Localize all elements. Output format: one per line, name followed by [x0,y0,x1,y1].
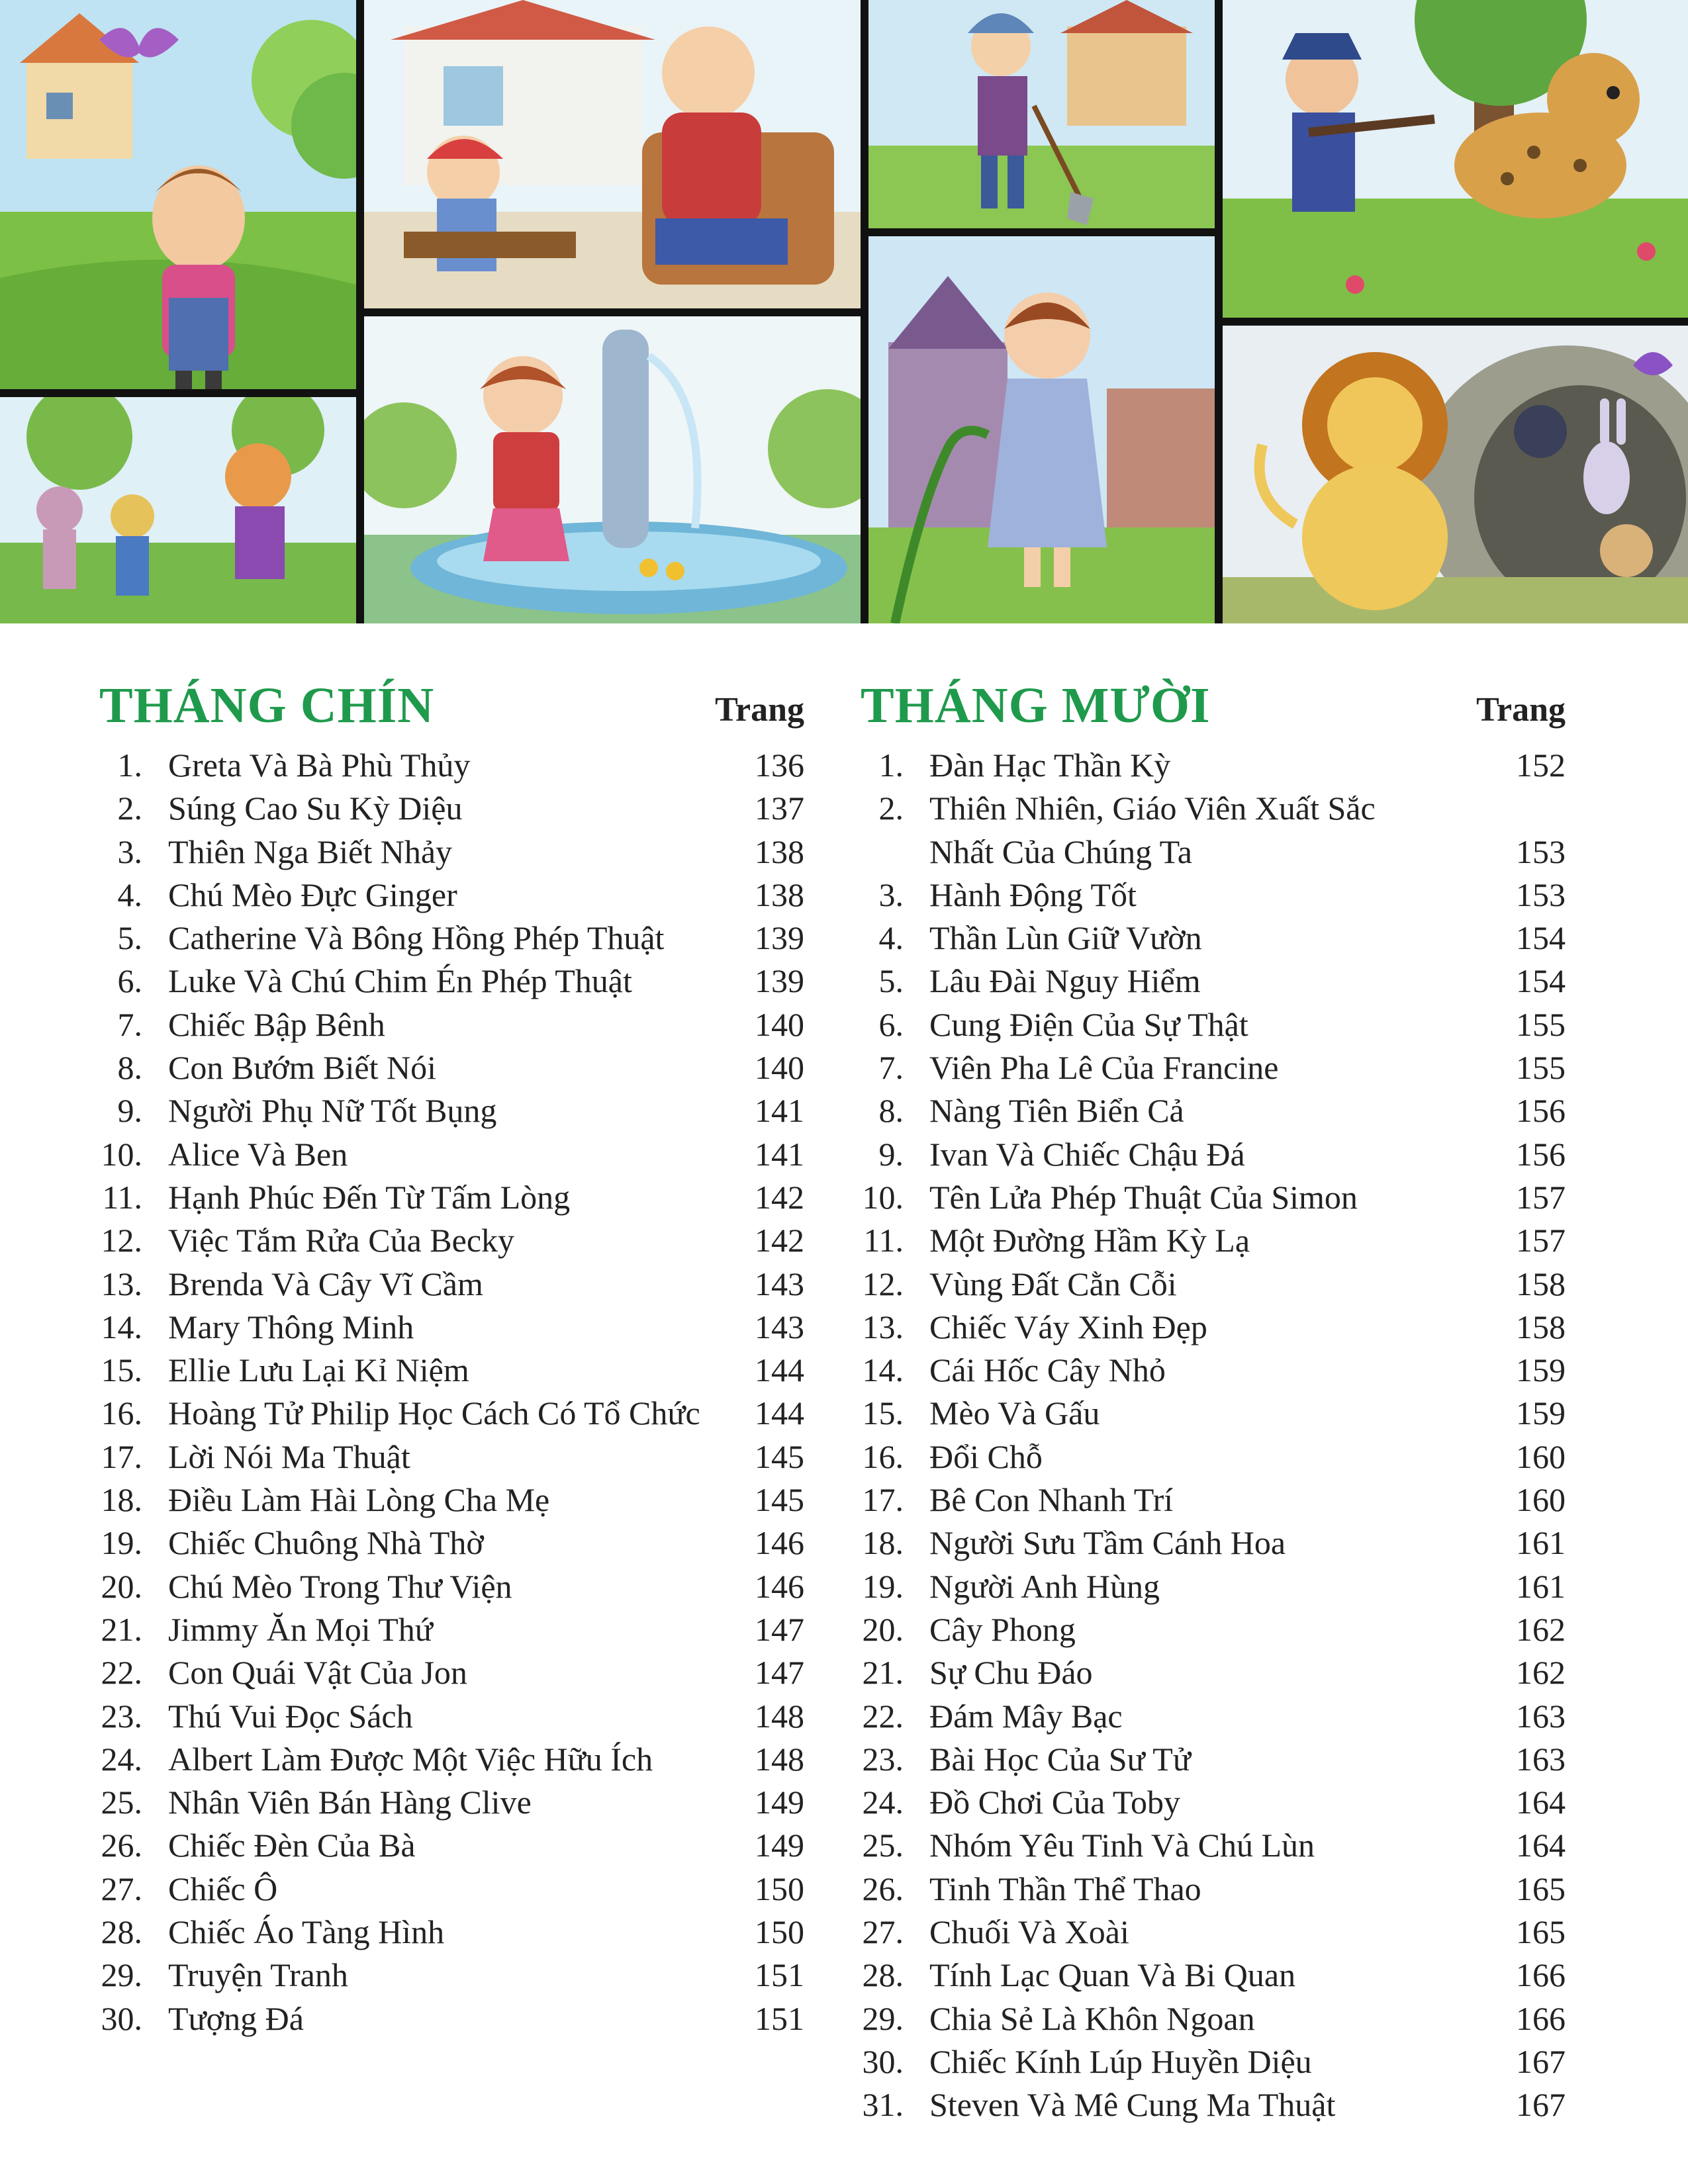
toc-entry-page-number: 139 [755,919,804,957]
toc-entry-number: 7. [878,1049,904,1087]
toc-entry[interactable] [861,2083,1566,2126]
toc-entry-number: 18. [862,1524,904,1562]
toc-entry[interactable] [99,1089,804,1132]
cats-in-park-illustration [0,397,356,623]
page-column-label: Trang [1476,691,1566,729]
toc-entry-title: Bê Con Nhanh Trí [929,1481,1174,1519]
toc-entry-number: 17. [101,1437,142,1475]
toc-entry-page-number: 154 [1516,919,1566,957]
toc-entry[interactable] [861,1954,1566,1997]
toc-entry-title: Albert Làm Được Một Việc Hữu Ích [168,1740,653,1778]
toc-entry[interactable] [861,1046,1566,1089]
toc-entry-page-number: 149 [755,1784,804,1821]
toc-entry-page-number: 162 [1516,1654,1566,1692]
toc-entry[interactable] [99,1997,804,2040]
toc-entry-number: 8. [117,1049,142,1087]
toc-entry-title: Viên Pha Lê Của Francine [929,1049,1279,1087]
toc-entry-title: Nàng Tiên Biển Cả [929,1092,1184,1130]
toc-entry[interactable] [861,1565,1566,1608]
toc-entry[interactable] [99,1738,804,1781]
toc-entry[interactable] [99,831,804,874]
toc-entry-title: Súng Cao Su Kỳ Diệu [168,790,463,827]
toc-entry-title: Đổi Chỗ [929,1437,1043,1475]
toc-entry[interactable] [99,744,804,787]
toc-entry-page-number: 150 [755,1870,804,1907]
toc-entry-title: Mèo Và Gấu [929,1394,1100,1432]
toc-entry-number: 6. [117,962,142,1000]
toc-entry-title: Cái Hốc Cây Nhỏ [929,1351,1166,1389]
toc-entry-number: 25. [862,1827,904,1864]
toc-entry-title: Việc Tắm Rửa Của Becky [168,1222,515,1259]
toc-entry[interactable] [861,1997,1566,2040]
toc-entry-title: Greta Và Bà Phù Thủy [168,747,471,784]
toc-entry-page-number: 147 [755,1610,804,1648]
toc-entry-title: Đàn Hạc Thần Kỳ [929,747,1171,784]
toc-entry-number: 28. [862,1956,904,1994]
toc-entry[interactable] [861,1608,1566,1651]
toc-entry[interactable] [861,1263,1566,1306]
toc-entry-number: 3. [117,833,142,870]
toc-entry-number: 15. [862,1394,904,1432]
toc-entry-page-number: 141 [755,1092,804,1130]
toc-entry[interactable] [99,1695,804,1738]
toc-entry[interactable] [861,874,1566,917]
toc-entry-page-number: 165 [1516,1913,1566,1951]
toc-entry[interactable] [99,1219,804,1262]
toc-entry[interactable] [861,1176,1566,1219]
toc-entry-page-number: 137 [755,790,804,827]
toc-entry[interactable] [861,744,1566,787]
toc-entry-page-number: 138 [755,876,804,913]
toc-entry-number: 2. [878,790,904,827]
toc-entry-title: Sự Chu Đáo [929,1654,1093,1692]
toc-entry[interactable] [99,1003,804,1046]
toc-entry-number: 20. [862,1610,904,1648]
toc-entry-number: 14. [862,1351,904,1389]
toc-entry-number: 13. [862,1308,904,1345]
toc-entry-title: Chú Mèo Đực Ginger [168,876,457,913]
toc-entry[interactable] [99,1133,804,1176]
toc-entry-number: 30. [862,2042,904,2080]
toc-entry-page-number: 160 [1516,1481,1566,1519]
toc-entry-number: 15. [101,1351,142,1389]
toc-entry-number: 29. [101,1956,142,1994]
toc-list [99,744,804,2040]
toc-entry-number: 16. [862,1437,904,1475]
toc-entry-page-number: 151 [755,1956,804,1994]
toc-entry-number: 20. [101,1567,142,1605]
toc-entry-title: Nhóm Yêu Tinh Và Chú Lùn [929,1827,1315,1864]
toc-entry-number: 12. [101,1222,142,1259]
toc-entry-page-number: 158 [1516,1308,1566,1345]
toc-entry-page-number: 148 [755,1697,804,1735]
toc-entry-page-number: 150 [755,1913,804,1951]
toc-entry-page-number: 158 [1516,1265,1566,1302]
toc-entry-title: Jimmy Ăn Mọi Thứ [168,1610,433,1648]
toc-entry-number: 27. [862,1913,904,1951]
toc-entry-page-number: 136 [755,747,804,784]
toc-entry-title: Tinh Thần Thể Thao [929,1870,1201,1907]
toc-entry[interactable] [99,1522,804,1565]
girl-near-castle-illustration [868,236,1215,623]
toc-entry-page-number: 154 [1516,962,1566,1000]
toc-entry-number: 24. [862,1784,904,1821]
toc-entry-number: 17. [862,1481,904,1519]
toc-entry-title: Người Sưu Tầm Cánh Hoa [929,1524,1286,1562]
toc-entry[interactable] [861,1219,1566,1262]
toc-entry[interactable] [99,1565,804,1608]
toc-entry-title: Mary Thông Minh [168,1308,414,1345]
toc-entry-title: Chiếc Bập Bênh [168,1005,385,1043]
toc-entry[interactable] [99,787,804,830]
toc-entry[interactable] [861,1911,1566,1954]
toc-entry-title: Lâu Đài Nguy Hiểm [929,962,1201,1000]
toc-entry-number: 3. [878,876,904,913]
toc-entry-number: 22. [862,1697,904,1735]
toc-entry-title: Brenda Và Cây Vĩ Cầm [168,1265,483,1302]
toc-entry-title: Chiếc Đèn Của Bà [168,1827,416,1864]
toc-entry[interactable] [99,1824,804,1867]
toc-entry-page-number: 166 [1516,1999,1566,2037]
toc-entry-number: 29. [862,1999,904,2037]
toc-entry-number: 30. [101,1999,142,2037]
toc-entry-number: 13. [101,1265,142,1302]
toc-entry-page-number: 162 [1516,1610,1566,1648]
toc-entry-title: Tính Lạc Quan Và Bi Quan [929,1956,1296,1994]
toc-entry-number: 26. [101,1827,142,1864]
toc-entry-number: 21. [101,1610,142,1648]
toc-entry-title: Cây Phong [929,1610,1076,1648]
toc-entry-title: Tên Lửa Phép Thuật Của Simon [929,1178,1358,1216]
toc-entry[interactable] [861,1738,1566,1781]
toc-entry-page-number: 143 [755,1308,804,1345]
toc-entry-title: Bài Học Của Sư Tử [929,1740,1191,1778]
toc-entry-title: Vùng Đất Cằn Cỗi [929,1265,1177,1302]
toc-entry[interactable] [99,1479,804,1522]
toc-entry[interactable] [99,1911,804,1954]
girl-at-fountain-illustration [364,316,861,623]
illustration-collage [0,0,1688,623]
toc-entry-title: Cung Điện Của Sự Thật [929,1005,1248,1043]
toc-entry[interactable] [861,1868,1566,1911]
toc-entry-page-number: 156 [1516,1092,1566,1130]
toc-entry-page-number: 148 [755,1740,804,1778]
toc-entry-title: Hoàng Tử Philip Học Cách Có Tổ Chức [168,1394,700,1432]
toc-entry-number: 4. [117,876,142,913]
toc-entry-page-number: 142 [755,1178,804,1216]
toc-entry[interactable] [99,1176,804,1219]
toc-entry-page-number: 144 [755,1351,804,1389]
toc-entry-title: Thần Lùn Giữ Vườn [929,919,1202,957]
toc-entry-title: Con Quái Vật Của Jon [168,1654,467,1692]
toc-entry-title: Chia Sẻ Là Khôn Ngoan [929,1999,1255,2037]
toc-entry-title: Chú Mèo Trong Thư Viện [168,1567,512,1605]
toc-entry-number: 27. [101,1870,142,1907]
toc-entry-number: 1. [117,747,142,784]
toc-entry-title: Truyện Tranh [168,1956,348,1994]
month-heading: THÁNG MƯỜI [861,678,1211,733]
toc-entry-page-number: 164 [1516,1827,1566,1864]
toc-entry-number: 26. [862,1870,904,1907]
toc-entry-number: 1. [878,747,904,784]
boy-with-butterfly-illustration [0,0,356,389]
toc-entry[interactable] [99,1868,804,1911]
toc-entry-page-number: 152 [1516,747,1566,784]
toc-entry-number: 31. [862,2086,904,2124]
toc-entry-number: 11. [102,1178,142,1216]
toc-entry[interactable] [99,1608,804,1651]
toc-column-header [861,674,1566,744]
toc-entry-number: 19. [862,1567,904,1605]
toc-entry-number: 19. [101,1524,142,1562]
toc-entry-number: 10. [862,1178,904,1216]
toc-entry-number: 24. [101,1740,142,1778]
toc-entry[interactable] [861,1479,1566,1522]
toc-entry[interactable] [99,1392,804,1435]
toc-entry-page-number: 151 [755,1999,804,2037]
toc-entry[interactable] [861,1392,1566,1435]
toc-entry-page-number: 145 [755,1437,804,1475]
toc-entry[interactable] [99,1651,804,1694]
toc-entry-page-number: 143 [755,1265,804,1302]
toc-entry-page-number: 153 [1516,833,1566,870]
toc-entry-page-number: 161 [1516,1524,1566,1562]
toc-entry-number: 22. [101,1654,142,1692]
toc-entry-number: 5. [117,919,142,957]
toc-entry[interactable] [99,1435,804,1479]
toc-entry-title: Người Anh Hùng [929,1567,1160,1605]
toc-entry[interactable] [99,1306,804,1349]
toc-entry-page-number: 163 [1516,1740,1566,1778]
toc-entry-title: Chuối Và Xoài [929,1913,1129,1951]
toc-entry-number: 5. [878,962,904,1000]
toc-entry[interactable] [99,1349,804,1392]
toc-entry-number: 6. [878,1005,904,1043]
toc-entry-page-number: 145 [755,1481,804,1519]
toc-entry-number: 10. [101,1135,142,1173]
toc-entry-page-number: 140 [755,1005,804,1043]
toc-entry[interactable] [99,960,804,1003]
toc-entry-title: Tượng Đá [168,1999,304,2037]
toc-entry-page-number: 157 [1516,1178,1566,1216]
toc-entry-page-number: 147 [755,1654,804,1692]
toc-entry[interactable] [861,917,1566,960]
toc-entry-number: 7. [117,1005,142,1043]
toc-entry-number: 11. [863,1222,904,1259]
toc-entry-number: 12. [862,1265,904,1302]
toc-entry-title: Ellie Lưu Lại Kỉ Niệm [168,1351,469,1389]
toc-entry-number: 18. [101,1481,142,1519]
toc-entry-title: Điều Làm Hài Lòng Cha Mẹ [168,1481,550,1519]
toc-entry[interactable] [861,787,1566,874]
toc-entry-page-number: 138 [755,833,804,870]
toc-entry-page-number: 156 [1516,1135,1566,1173]
toc-entry-title: Một Đường Hầm Kỳ Lạ [929,1222,1250,1259]
toc-entry[interactable] [861,1824,1566,1867]
toc-entry[interactable] [861,960,1566,1003]
toc-entry[interactable] [861,1089,1566,1132]
toc-entry-page-number: 140 [755,1049,804,1087]
toc-entry-page-number: 163 [1516,1697,1566,1735]
toc-entry-title: Đám Mây Bạc [929,1697,1123,1735]
toc-entry-title: Chiếc Chuông Nhà Thờ [168,1524,484,1562]
toc-entry[interactable] [861,1651,1566,1694]
page-column-label: Trang [715,691,804,729]
toc-entry-page-number: 141 [755,1135,804,1173]
toc-entry-number: 2. [117,790,142,827]
toc-entry[interactable] [861,2040,1566,2083]
toc-entry[interactable] [861,1522,1566,1565]
toc-entry-title: Thú Vui Đọc Sách [168,1697,413,1735]
toc-entry-page-number: 159 [1516,1394,1566,1432]
toc-entry-number: 28. [101,1913,142,1951]
toc-entry-page-number: 142 [755,1222,804,1259]
toc-entry-page-number: 159 [1516,1351,1566,1389]
toc-column-october [861,674,1566,2127]
toc-entry-title: Chiếc Kính Lúp Huyền Diệu [929,2042,1312,2080]
toc-entry-number: 23. [862,1740,904,1778]
toc-entry[interactable] [861,1003,1566,1046]
toc-entry[interactable] [861,1306,1566,1349]
toc-entry[interactable] [99,917,804,960]
toc-entry-page-number: 167 [1516,2086,1566,2124]
toc-entry-number: 21. [862,1654,904,1692]
gardener-with-spade-illustration [868,0,1215,228]
toc-entry[interactable] [99,1263,804,1306]
toc-entry-number: 25. [101,1784,142,1821]
hunter-and-hyena-illustration [1223,0,1688,318]
boy-and-grandfather-illustration [364,0,861,308]
toc-entry-title: Catherine Và Bông Hồng Phép Thuật [168,919,665,957]
toc-entry-page-number: 165 [1516,1870,1566,1907]
toc-entry[interactable] [99,1781,804,1824]
toc-entry-page-number: 164 [1516,1784,1566,1821]
toc-entry-number: 9. [878,1135,904,1173]
toc-entry-title: Chiếc Váy Xinh Đẹp [929,1308,1207,1345]
toc-entry-page-number: 155 [1516,1049,1566,1087]
toc-list [861,744,1566,2127]
toc-entry[interactable] [861,1781,1566,1824]
toc-entry-page-number: 144 [755,1394,804,1432]
toc-entry-title-continued: Nhất Của Chúng Ta [929,833,1192,870]
toc-entry-title: Người Phụ Nữ Tốt Bụng [168,1092,497,1130]
toc-entry-page-number: 160 [1516,1437,1566,1475]
toc-entry[interactable] [99,874,804,917]
toc-entry-number: 9. [117,1092,142,1130]
toc-entry-title: Thiên Nga Biết Nhảy [168,833,453,870]
toc-entry-title: Nhân Viên Bán Hàng Clive [168,1784,532,1821]
toc-entry-title: Hành Động Tốt [929,876,1137,913]
toc-entry-title: Steven Và Mê Cung Ma Thuật [929,2086,1336,2124]
toc-entry-title: Ivan Và Chiếc Chậu Đá [929,1135,1245,1173]
toc-entry-title: Lời Nói Ma Thuật [168,1437,410,1475]
toc-entry-page-number: 149 [755,1827,804,1864]
toc-entry-title: Con Bướm Biết Nói [168,1049,436,1087]
toc-entry[interactable] [861,1349,1566,1392]
toc-entry-page-number: 157 [1516,1222,1566,1259]
toc-entry-page-number: 155 [1516,1005,1566,1043]
toc-entry-page-number: 153 [1516,876,1566,913]
toc-entry[interactable] [861,1435,1566,1479]
toc-entry-number: 16. [101,1394,142,1432]
toc-entry-number: 23. [101,1697,142,1735]
toc-entry-title: Đồ Chơi Của Toby [929,1784,1180,1821]
toc-entry[interactable] [99,1046,804,1089]
toc-entry[interactable] [861,1695,1566,1738]
toc-entry-title: Luke Và Chú Chim Én Phép Thuật [168,962,632,1000]
toc-entry-page-number: 139 [755,962,804,1000]
toc-entry-page-number: 146 [755,1567,804,1605]
toc-entry-title: Chiếc Ô [168,1870,278,1907]
toc-entry-title: Alice Và Ben [168,1135,348,1173]
toc-entry-title: Hạnh Phúc Đến Từ Tấm Lòng [168,1178,571,1216]
toc-column-header [99,674,804,744]
toc-entry-number: 8. [878,1092,904,1130]
toc-entry-page-number: 146 [755,1524,804,1562]
toc-entry[interactable] [99,1954,804,1997]
toc-entry-page-number: 167 [1516,2042,1566,2080]
toc-entry-page-number: 166 [1516,1956,1566,1994]
toc-entry-title: Thiên Nhiên, Giáo Viên Xuất Sắc [929,790,1376,827]
toc-entry-number: 4. [878,919,904,957]
toc-entry-title: Chiếc Áo Tàng Hình [168,1913,445,1951]
toc-entry-page-number: 161 [1516,1567,1566,1605]
toc-entry-number: 14. [101,1308,142,1345]
lion-and-animals-illustration [1223,326,1688,623]
toc-column-september [99,674,804,2040]
toc-entry[interactable] [861,1133,1566,1176]
month-heading: THÁNG CHÍN [99,678,435,733]
